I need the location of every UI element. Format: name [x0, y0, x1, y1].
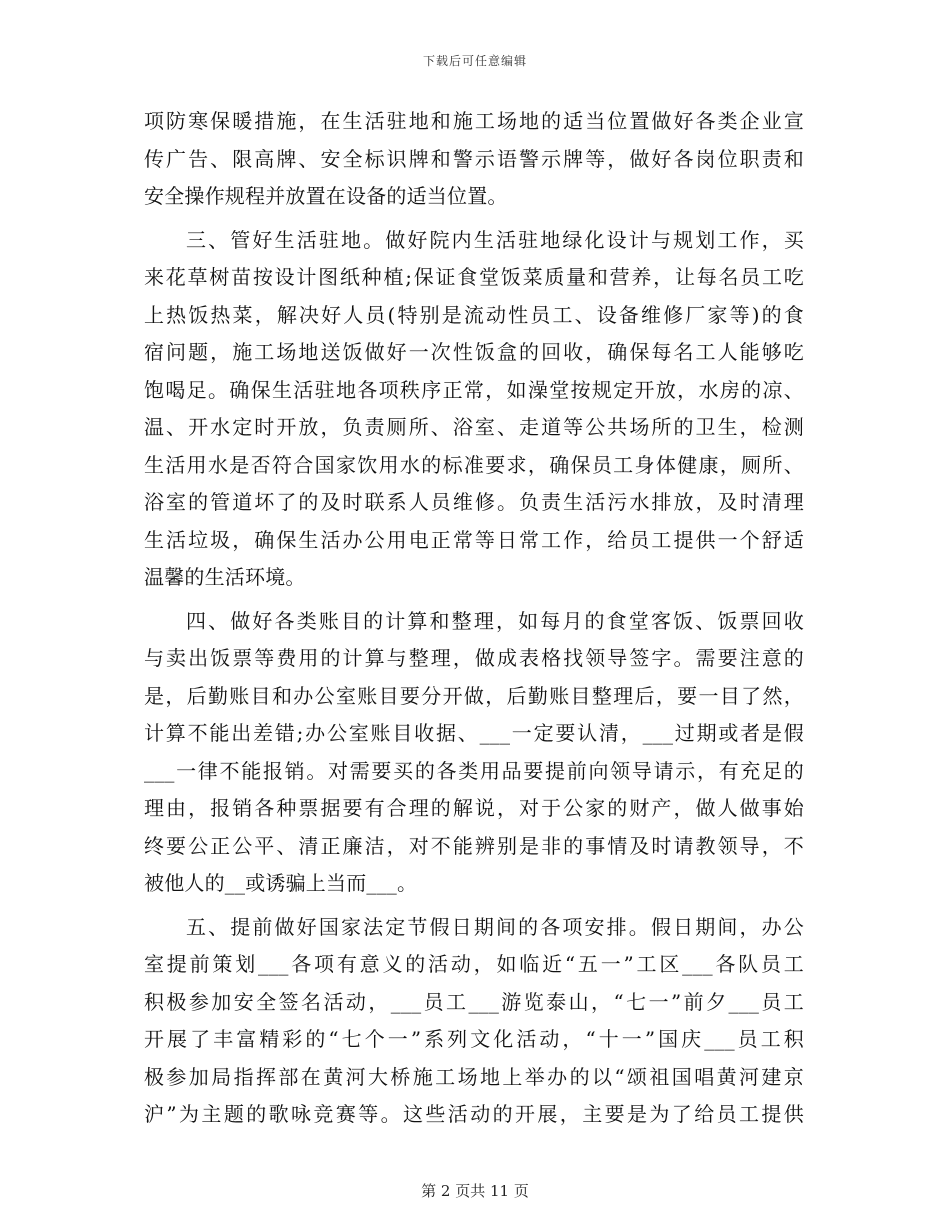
text-line: 生活用水是否符合国家饮用水的标准要求，确保员工身体健康，厕所、 — [144, 452, 804, 477]
text-line: 项防寒保暖措施，在生活驻地和施工场地的适当位置做好各类企业宣 — [144, 109, 804, 133]
page-header-note: 下载后可任意编辑 — [422, 54, 527, 68]
text-line: 室提前策划___各项有意义的活动，如临近“五一”工区___各队员工 — [144, 952, 804, 976]
text-line: 是，后勤账目和办公室账目要分开做，后勤账目整理后，要一目了然， — [144, 683, 804, 708]
text-line: 饱喝足。确保生活驻地各项秩序正常，如澡堂按规定开放，水房的凉、 — [144, 377, 804, 402]
text-line: 终要公正公平、清正廉洁，对不能辨别是非的事情及时请教领导，不 — [144, 833, 804, 858]
text-line: 积极参加安全签名活动，___员工___游览泰山，“七一”前夕___员工 — [144, 989, 804, 1014]
text-line: 来花草树苗按设计图纸种植;保证食堂饭菜质量和营养，让每名员工吃 — [144, 265, 804, 289]
text-line: 安全操作规程并放置在设备的适当位置。 — [144, 184, 508, 208]
text-line: 被他人的__或诱骗上当而___。 — [144, 871, 418, 895]
text-line: ___一律不能报销。对需要买的各类用品要提前向领导请示，有充足的 — [144, 758, 804, 783]
text-line: 与卖出饭票等费用的计算与整理，做成表格找领导签字。需要注意的 — [144, 646, 804, 670]
text-line: 上热饭热菜，解决好人员(特别是流动性员工、设备维修厂家等)的食 — [144, 302, 804, 327]
text-line: 沪”为主题的歌咏竞赛等。这些活动的开展，主要是为了给员工提供 — [144, 1102, 804, 1126]
paragraph-accounts — [144, 603, 804, 903]
text-line: 理由，报销各种票据要有合理的解说，对于公家的财产，做人做事始 — [144, 796, 804, 820]
paragraph-safety-measures — [144, 103, 804, 216]
text-line: 浴室的管道坏了的及时联系人员维修。负责生活污水排放，及时清理 — [144, 490, 804, 514]
text-line: 传广告、限高牌、安全标识牌和警示语警示牌等，做好各岗位职责和 — [144, 146, 804, 171]
text-line: 宿问题，施工场地送饭做好一次性饭盒的回收，确保每名工人能够吃 — [144, 340, 804, 364]
text-line: 温、开水定时开放，负责厕所、浴室、走道等公共场所的卫生，检测 — [144, 415, 804, 439]
text-line: 五、提前做好国家法定节假日期间的各项安排。假日期间，办公 — [186, 914, 804, 939]
text-line: 极参加局指挥部在黄河大桥施工场地上举办的以“颂祖国唱黄河建京 — [144, 1064, 804, 1089]
page-number-footer: 第 2 页共 11 页 — [421, 1182, 529, 1200]
text-line: 温馨的生活环境。 — [144, 565, 306, 589]
text-line: 开展了丰富精彩的“七个一”系列文化活动，“十一”国庆___员工积 — [144, 1027, 804, 1051]
paragraph-living-quarters — [144, 222, 804, 597]
document-body — [144, 103, 804, 1134]
paragraph-holiday-arrangements — [144, 909, 804, 1134]
text-line: 计算不能出差错;办公室账目收据、___一定要认清，___过期或者是假 — [144, 721, 804, 745]
text-line: 生活垃圾，确保生活办公用电正常等日常工作，给员工提供一个舒适 — [144, 527, 804, 552]
text-line: 四、做好各类账目的计算和整理，如每月的食堂客饭、饭票回收 — [186, 608, 804, 633]
text-line: 三、管好生活驻地。做好院内生活驻地绿化设计与规划工作，买 — [186, 227, 804, 252]
